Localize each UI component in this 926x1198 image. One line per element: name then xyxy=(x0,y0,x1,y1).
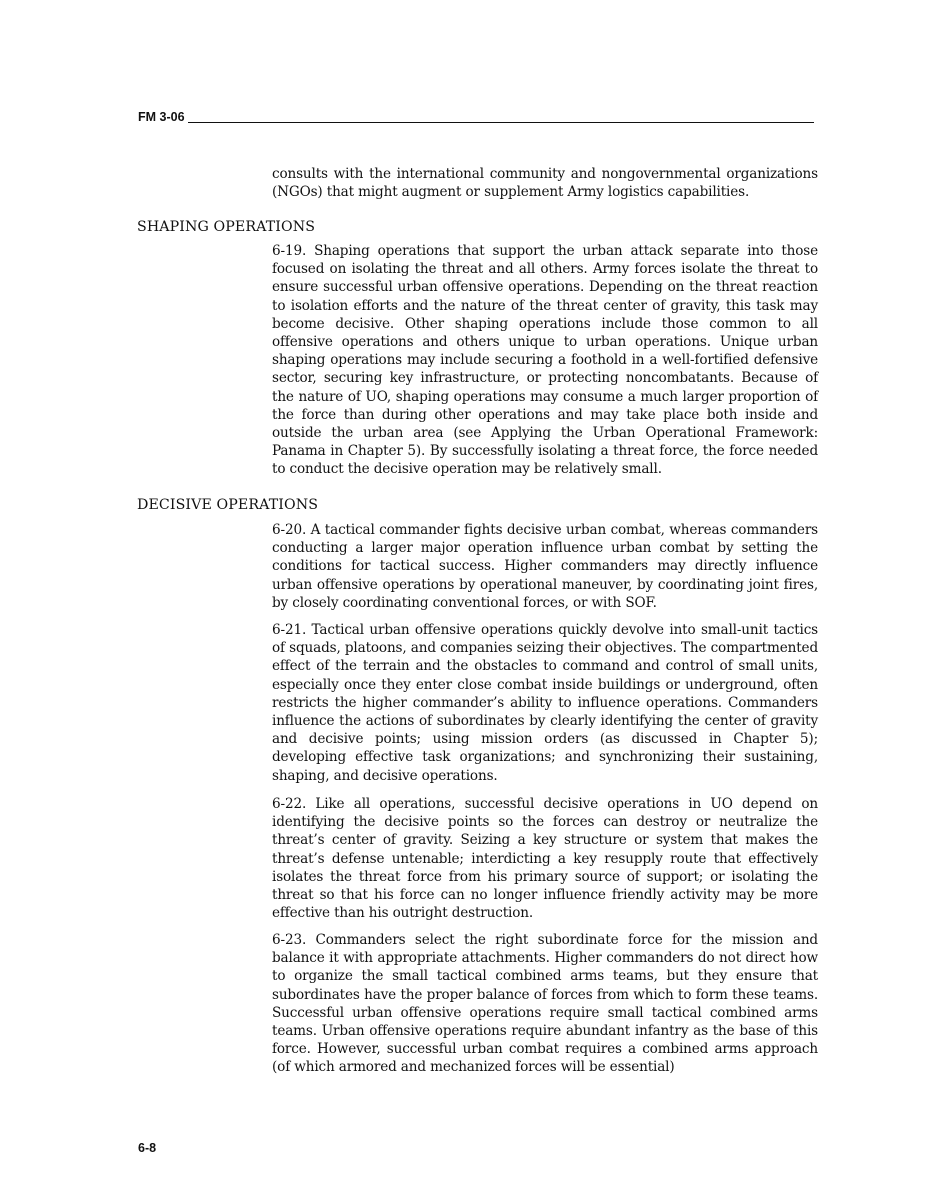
paragraph-6-21: 6-21. Tactical urban offensive operations quickly devolve into small-unit tactics of squads, platoons, and companies seizing their objectives. The compartmented effect of the terrain and the obstacles to command and control of small units, especially once they enter close combat inside buildings or underground, often restricts the higher commander’s ability to influence operations. Commanders influence the actions of subordinates by clearly identifying the center of gravity and decisive points; using mission orders (as discussed in Chapter 5); developing effective task organizations; and synchronizing their sustaining, shaping, and decisive operations. xyxy=(272,622,818,784)
paragraph-6-22: 6-22. Like all operations, successful decisive operations in UO depend on identifying the decisive points so the forces can destroy or neutralize the threat’s center of gravity. Seizing a key structure or system that makes the threat’s defense untenable; interdicting a key resupply route that effectively isolates the threat force from his primary source of support; or isolating the threat so that his force can no longer influence friendly activity may be more effective than his outright destruction. xyxy=(272,796,818,922)
publication-number: FM 3-06 xyxy=(138,110,185,124)
paragraph-6-19: 6-19. Shaping operations that support the urban attack separate into those focused on isolating the threat and all others. Army forces isolate the threat to ensure successful urban offensive operations. Depending on the threat reaction to isolation efforts and the nature of the threat center of gravity, this task may become decisive. Other shaping operations include those common to all offensive operations and others unique to urban operations. Unique urban shaping operations may include securing a foothold in a well-fortified defensive sector, securing key infrastructure, or protecting noncombatants. Because of the nature of UO, shaping operations may consume a much larger proportion of the force than during other operations and may take place both inside and outside the urban area (see Applying the Urban Operational Framework: Panama in Chapter 5). By successfully isolating a threat force, the force needed to conduct the decisive operation may be relatively small. xyxy=(272,243,818,478)
page-number: 6-8 xyxy=(138,1141,157,1155)
header-rule xyxy=(188,122,814,123)
paragraph-6-23: 6-23. Commanders select the right subordinate force for the mission and balance it with appropriate attachments. Higher commanders do not direct how to organize the small tactical combined arms teams, but they ensure that subordinates have the proper balance of forces from which to form these teams. Successful urban offensive operations require small tactical combined arms teams. Urban offensive operations require abundant infantry as the base of this force. However, successful urban combat requires a combined arms approach (of which armored and mechanized forces will be essential) xyxy=(272,932,818,1076)
section-heading-decisive: DECISIVE OPERATIONS xyxy=(137,497,319,513)
paragraph-6-20: 6-20. A tactical commander fights decisive urban combat, whereas commanders conducting a larger major operation influence urban combat by setting the conditions for tactical success. Higher commanders may directly influence urban offensive operations by operational maneuver, by coordinating joint fires, by closely coordinating conventional forces, or with SOF. xyxy=(272,522,818,611)
continuation-paragraph: consults with the international community and nongovernmental organizations (NGOs) that might augment or supplement Army logistics capabilities. xyxy=(272,166,818,201)
running-header xyxy=(138,110,814,126)
section-heading-shaping: SHAPING OPERATIONS xyxy=(137,219,316,235)
